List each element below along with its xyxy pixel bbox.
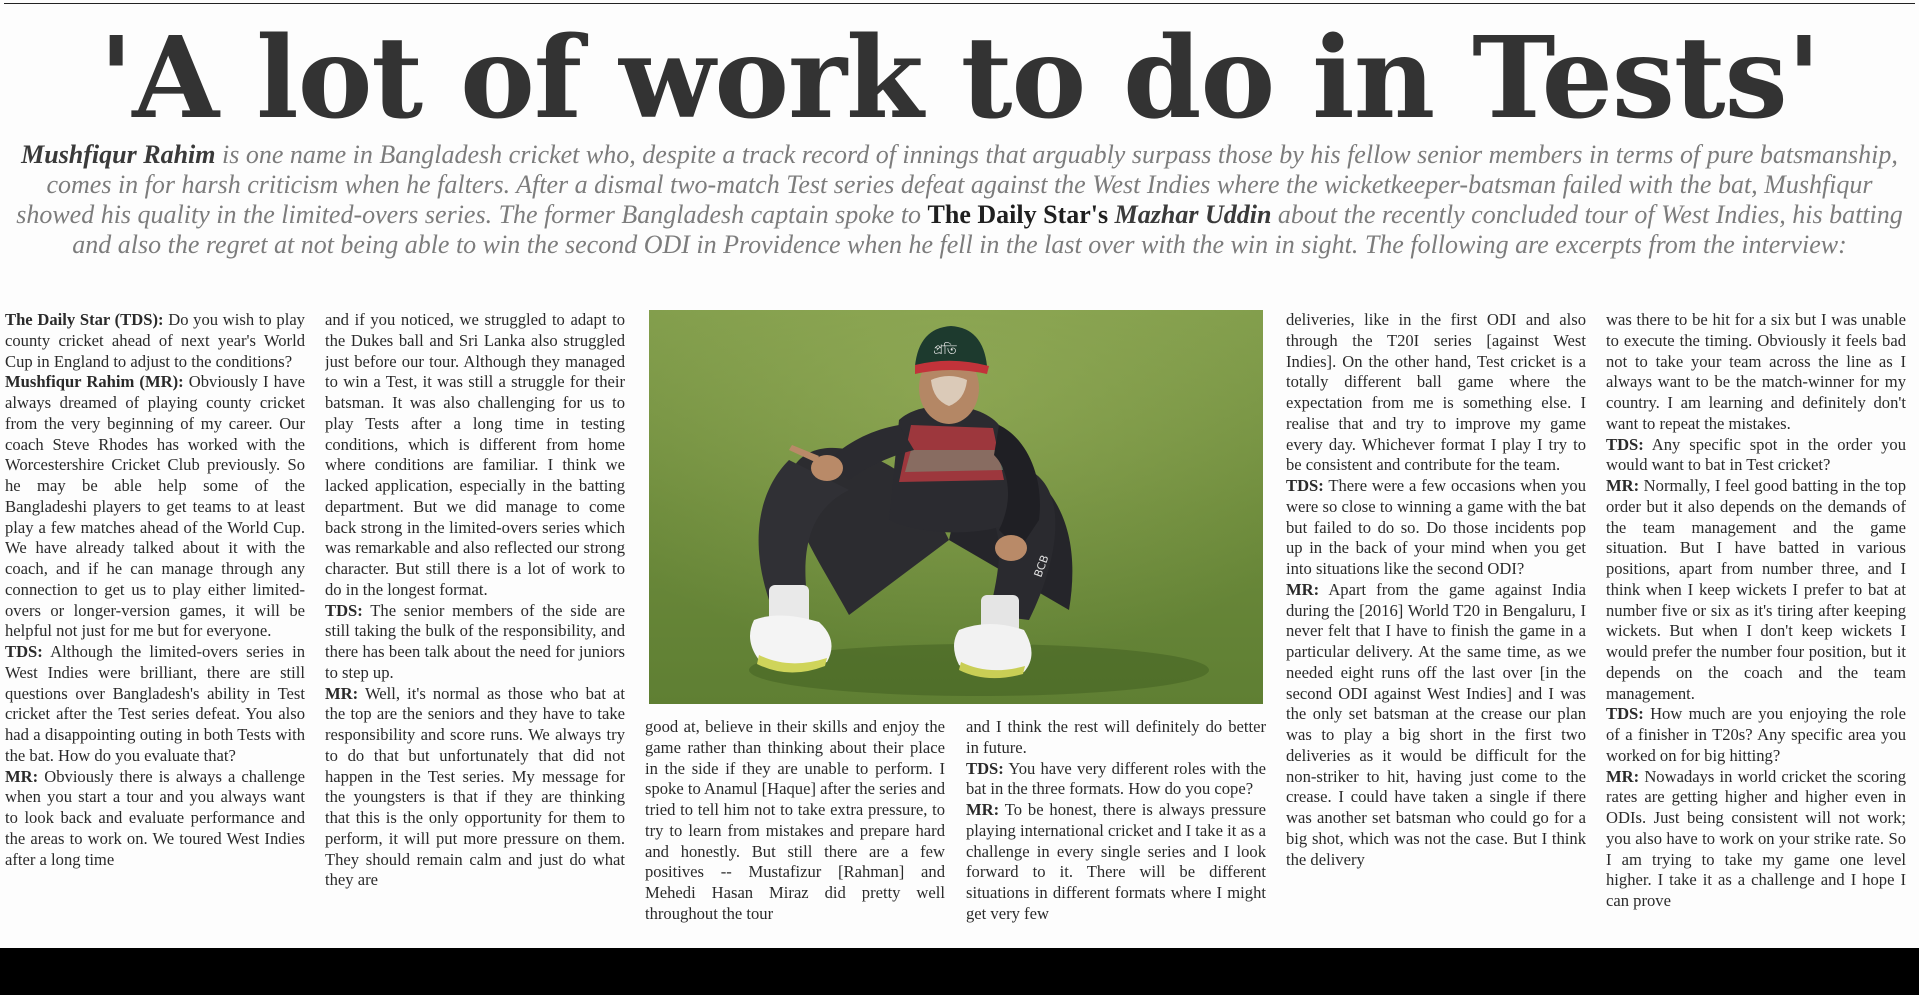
speaker-label: Mushfiqur Rahim (MR): — [5, 372, 184, 392]
speaker-label: TDS: — [1286, 476, 1324, 495]
speaker-label: TDS: — [966, 758, 1004, 778]
paragraph: MR: Obviously there is always a challenge when you start a tour and you always want to look back and evaluate performance and the areas to work on. We toured West Indies after a long time — [5, 766, 305, 869]
cap-logo-text: প্রতি — [933, 343, 957, 358]
speaker-label: MR: — [1286, 579, 1320, 599]
speaker-label: MR: — [966, 800, 1000, 819]
paragraph: TDS: The senior members of the side are still taking the bulk of the responsibility, and there has been talk about the need for juniors to step up. — [325, 600, 625, 682]
intro-text-2: about the recently concluded tour of West Indies, his batting and also the regret at not being able to win the second ODI in Providence when he fell in the last over with the win in sight. The following are excerpts from the interview: — [72, 200, 1903, 259]
article-column-4 — [966, 717, 1266, 948]
article-column-6 — [1606, 310, 1906, 948]
speaker-label: MR: — [325, 683, 359, 703]
article-column-1 — [5, 310, 305, 948]
article-column-3 — [645, 717, 945, 948]
paragraph: MR: Normally, I feel good batting in the top order but it also depends on the demands of the team management and the game situation. But I have batted in various positions, apart from number three, and I think when I keep wickets I prefer to bat at number five or six as it's tiring after keeping wickets. But when I don't keep wickets I would prefer the number four position, but it depends on the coach and the team management. — [1606, 476, 1906, 703]
paragraph: MR: Apart from the game against India during the [2016] World T20 in Bengaluru, I never felt that I have to finish the game in a particular delivery. At the same time, as we needed eight runs off the last over [in the second ODI against West Indies] and I was the only set batsman at the crease our plan was to play a big short in the first two deliveries as it would be difficult for the non-striker to hit, having just come to the crease. I could have taken a single if there was another set batsman who could go for a big shot, which was not the case. But I think the delivery — [1286, 579, 1586, 869]
paragraph: MR: To be honest, there is always pressure playing international cricket and I take it as a challenge in every single series and I look forward to it. There will be different situations in different formats where I might get very few — [966, 800, 1266, 923]
paragraph: deliveries, like in the first ODI and also through the T20I series [against West Indies]. On the other hand, Test cricket is a totally different ball game where the expectation from me is something else. I realise that and try to improve my game every day. Whichever format I play I try to be consistent and contribute for the team. — [1286, 310, 1586, 475]
paragraph: was there to be hit for a six but I was unable to execute the timing. Obviously it feels bad not to take your team across the line as I always want to be the match-winner for my country. I am learning and definitely don't want to repeat the mistakes. — [1606, 310, 1906, 433]
paragraph: TDS: How much are you enjoying the role of a finisher in T20s? Any specific area you worked on for big hitting? — [1606, 704, 1906, 765]
speaker-label: MR: — [1606, 476, 1640, 495]
intro-text-1: is one name in Bangladesh cricket who, despite a track record of innings that arguably surpass those by his fellow senior members in terms of pure batsmanship, comes in for harsh criticism when he falters. After a dismal two-match Test series defeat against the West Indies where the wicketkeeper-batsman failed with the bat, Mushfiqur showed his quality in the limited-overs series. The former Bangladesh captain spoke to — [16, 140, 1898, 229]
paragraph: TDS: Any specific spot in the order you would want to bat in Test cricket? — [1606, 434, 1906, 475]
standfirst — [8, 140, 1911, 260]
speaker-label: MR: — [5, 766, 39, 786]
paragraph: TDS: Although the limited-overs series in West Indies were brilliant, there are still questions over Bangladesh's ability in Test cricket after the Test series defeat. You also had a disappointing outing in both Tests with the bat. How do you evaluate that? — [5, 642, 305, 765]
paragraph: TDS: There were a few occasions when you were so close to winning a game with the bat but failed to do so. Do those incidents pop up in the back of your mind when you get into situations like the second ODI? — [1286, 476, 1586, 578]
speaker-label: The Daily Star (TDS): — [5, 310, 164, 329]
paragraph: and I think the rest will definitely do better in future. — [966, 717, 1266, 757]
player-photo — [649, 310, 1263, 704]
kit-text: BCB — [1031, 553, 1052, 580]
article-column-2 — [325, 310, 625, 948]
photo-illustration — [649, 310, 1263, 704]
paragraph: TDS: You have very different roles with the bat in the three formats. How do you cope? — [966, 758, 1266, 799]
speaker-label: TDS: — [5, 642, 43, 661]
headline: 'A lot of work to do in Tests' — [98, 13, 1821, 144]
article-column-5 — [1286, 310, 1586, 948]
speaker-label: MR: — [1606, 766, 1640, 786]
speaker-label: TDS: — [1606, 434, 1644, 454]
paragraph: The Daily Star (TDS): Do you wish to play county cricket ahead of next year's World Cup in England to adjust to the conditions? — [5, 310, 305, 371]
paragraph: good at, believe in their skills and enjoy the game rather than thinking about their place in the side if they are unable to perform. I spoke to Anamul [Haque] after the series and tried to tell him not to take extra pressure, to try to learn from mistakes and prepare hard and honestly. But still there are a few positives -- Mustafizur [Rahman] and Mehedi Hasan Miraz did pretty well throughout the tour — [645, 717, 945, 923]
paragraph: MR: Nowadays in world cricket the scoring rates are getting higher and higher even in ODIs. Just being consistent will not work; you also have to work on your strike rate. So I am trying to take my game one level higher. I take it as a challenge and I hope I can prove — [1606, 766, 1906, 910]
intro-paper-name: The Daily Star's — [927, 200, 1115, 229]
top-rule — [4, 3, 1915, 4]
paragraph: MR: Well, it's normal as those who bat at the top are the seniors and they have to take responsibility and score runs. We always try to do that but unfortunately that did not happen in the Test series. My message for the youngsters is that if they are thinking that this is the only opportunity for them to perform, it will put more pressure on them. They should remain calm and just do what they are — [325, 683, 625, 890]
speaker-label: TDS: — [1606, 704, 1644, 724]
paragraph: and if you noticed, we struggled to adapt to the Dukes ball and Sri Lanka also struggled just before our tour. Although they managed to win a Test, it was still a struggle for their batsman. It was also challenging for us to play Tests after a long time in testing conditions, which is different from home where conditions are familiar. I think we lacked application, especially in the batting department. But we did manage to come back strong in the limited-overs series which was remarkable and also reflected our strong character. But still there is a lot of work to do in the longest format. — [325, 310, 625, 599]
intro-reporter: Mazhar Uddin — [1114, 200, 1272, 229]
paragraph: Mushfiqur Rahim (MR): Obviously I have always dreamed of playing county cricket from the very beginning of my career. Our coach Steve Rhodes has worked with the Worcestershire Cricket Club previously. So he may be able help some of the Bangladeshi players to get teams to at least play a few matches ahead of the World Cup. We have already talked about it with the coach, and if he can manage through any connection to get us to play either limited-overs or longer-version games, it will be helpful not just for me but for everyone. — [5, 372, 305, 641]
speaker-label: TDS: — [325, 600, 363, 620]
intro-name: Mushfiqur Rahim — [21, 140, 216, 169]
